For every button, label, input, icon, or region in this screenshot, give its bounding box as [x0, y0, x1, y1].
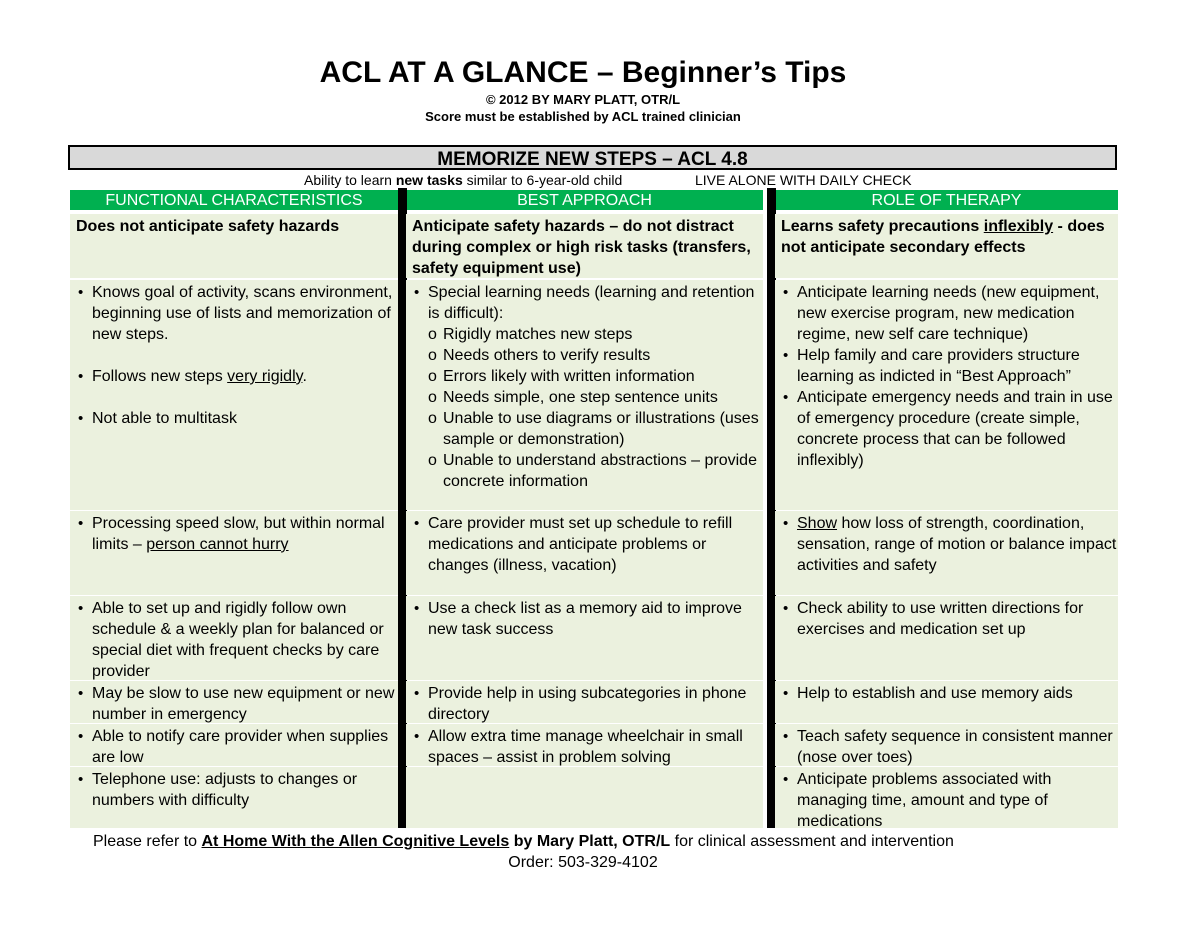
- row5-approach: [406, 681, 763, 723]
- row6-approach: [406, 724, 763, 766]
- row2-approach: [406, 280, 763, 510]
- copyright-line: © 2012 BY MARY PLATT, OTR/L: [485, 92, 681, 107]
- row7-approach: [406, 767, 763, 828]
- row1-therapy: [775, 214, 1118, 278]
- living-situation: LIVE ALONE WITH DAILY CHECK: [695, 172, 912, 188]
- list-item: • May be slow to use new equipment or new number in emergency: [76, 683, 398, 725]
- row4-functional: [70, 596, 398, 680]
- header-approach: BEST APPROACH: [406, 190, 763, 210]
- list-item: [76, 513, 398, 555]
- sub-list-item: o Needs simple, one step sentence units: [412, 387, 763, 408]
- list-item: [76, 366, 398, 387]
- sub-list-item: o Unable to understand abstractions – provide concrete information: [412, 450, 763, 492]
- footer-prefix: Please refer to: [93, 833, 202, 850]
- level-banner: MEMORIZE NEW STEPS – ACL 4.8: [68, 145, 1117, 170]
- list-item: • Not able to multitask: [76, 408, 398, 429]
- document-title: ACL AT A GLANCE – Beginner’s Tips: [319, 56, 847, 89]
- list-item-underlined: Show: [797, 515, 838, 532]
- row1-therapy-underlined: inflexibly: [983, 218, 1054, 235]
- row1-therapy-text-2: - does not anticipate secondary effects: [781, 218, 1105, 256]
- sub-list-item: o Errors likely with written information: [412, 366, 763, 387]
- row4-approach: [406, 596, 763, 680]
- footer-suffix: for clinical assessment and intervention: [670, 833, 954, 850]
- row6-therapy: [775, 724, 1118, 766]
- list-item: • Telephone use: adjusts to changes or numbers with difficulty: [76, 769, 398, 811]
- row5-functional: [70, 681, 398, 723]
- ability-bold: new tasks: [395, 172, 463, 188]
- row6-functional: [70, 724, 398, 766]
- row7-functional: [70, 767, 398, 828]
- list-item: • Anticipate learning needs (new equipment, new exercise program, new medication regime, new self care technique): [781, 282, 1118, 345]
- list-item: [781, 513, 1118, 576]
- ability-suffix: similar to 6-year-old child: [462, 172, 623, 188]
- row1-therapy-text: Learns safety precautions: [781, 218, 984, 235]
- list-item: • Care provider must set up schedule to refill medications and anticipate problems or changes (illness, vacation): [412, 513, 763, 576]
- list-item: • Able to set up and rigidly follow own schedule & a weekly plan for balanced or special diet with frequent checks by care provider: [76, 598, 398, 682]
- row1-functional: Does not anticipate safety hazards: [70, 214, 398, 278]
- list-item-underlined: very rigidly: [227, 368, 303, 385]
- row4-therapy: [775, 596, 1118, 680]
- list-item: • Help to establish and use memory aids: [781, 683, 1118, 704]
- footer-author: by Mary Platt, OTR/L: [509, 833, 671, 850]
- row3-approach: [406, 511, 763, 595]
- row7-therapy: [775, 767, 1118, 828]
- ability-prefix: Ability to learn: [304, 172, 396, 188]
- list-item-text: Follows new steps: [92, 368, 228, 385]
- clinician-note: Score must be established by ACL trained clinician: [425, 109, 741, 124]
- list-item: • Provide help in using subcategories in phone directory: [412, 683, 763, 725]
- list-item: • Special learning needs (learning and retention is difficult):: [412, 282, 763, 324]
- list-item: • Help family and care providers structure learning as indicted in “Best Approach”: [781, 345, 1118, 387]
- header-therapy: ROLE OF THERAPY: [775, 190, 1118, 210]
- row2-functional: [70, 280, 398, 510]
- sub-list-item: o Rigidly matches new steps: [412, 324, 763, 345]
- book-title: At Home With the Allen Cognitive Levels: [201, 833, 510, 850]
- sub-list-item: o Needs others to verify results: [412, 345, 763, 366]
- list-item-text: how loss of strength, coordination, sensation, range of motion or balance impact activities and safety: [797, 515, 1117, 574]
- ability-line: [304, 172, 622, 188]
- sub-list-item: o Unable to use diagrams or illustrations (uses sample or demonstration): [412, 408, 763, 450]
- list-item: • Anticipate emergency needs and train in use of emergency procedure (create simple, concrete process that can be followed inflexibly): [781, 387, 1118, 471]
- row3-therapy: [775, 511, 1118, 595]
- list-item-underlined: person cannot hurry: [146, 536, 289, 553]
- row5-therapy: [775, 681, 1118, 723]
- list-item: • Use a check list as a memory aid to improve new task success: [412, 598, 763, 640]
- list-item-text: .: [302, 368, 307, 385]
- list-item: • Knows goal of activity, scans environment, beginning use of lists and memorization of new steps.: [76, 282, 398, 345]
- list-item: • Check ability to use written directions for exercises and medication set up: [781, 598, 1118, 640]
- list-item-text: Processing speed slow, but within normal limits –: [92, 515, 385, 553]
- order-phone: Order: 503-329-4102: [508, 854, 658, 871]
- row2-therapy: [775, 280, 1118, 510]
- list-item: • Able to notify care provider when supplies are low: [76, 726, 398, 768]
- reference-line: [93, 832, 954, 852]
- row1-approach: Anticipate safety hazards – do not distract during complex or high risk tasks (transfers, safety equipment use): [406, 214, 763, 278]
- list-item: • Teach safety sequence in consistent manner (nose over toes): [781, 726, 1118, 768]
- row3-functional: [70, 511, 398, 595]
- list-item: • Anticipate problems associated with managing time, amount and type of medications: [781, 769, 1118, 832]
- list-item: • Allow extra time manage wheelchair in small spaces – assist in problem solving: [412, 726, 763, 768]
- header-functional: FUNCTIONAL CHARACTERISTICS: [70, 190, 398, 210]
